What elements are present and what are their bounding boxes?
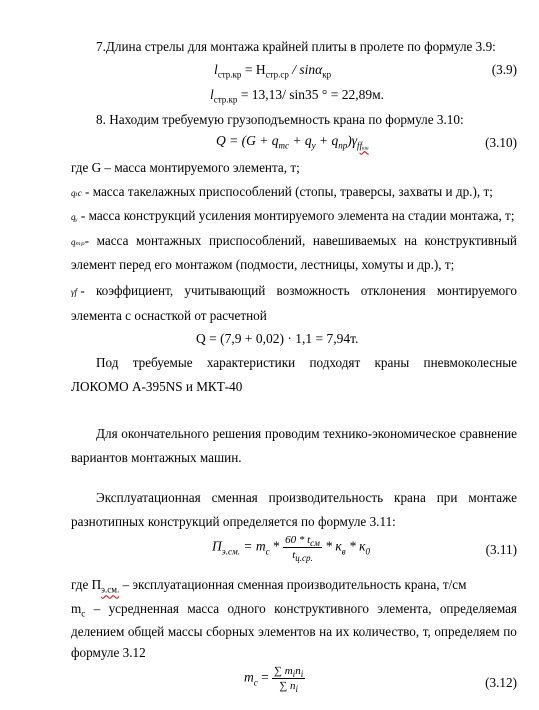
formula-number-3-10: (3.10) [485, 135, 517, 150]
definition-mc-cont: делением общей массы сборных элементов на их количество, т, определяем по [71, 624, 517, 639]
formula-number-3-9: (3.9) [491, 62, 517, 77]
formula-number-3-12: (3.12) [485, 675, 517, 690]
definition-qy: qᵧ - масса конструкций усиления монтируемого элемента на стадии монтажа, т; [71, 208, 515, 223]
paragraph-productivity-cont: разнотипных конструкций определяется по формуле 3.11: [71, 514, 396, 529]
definition-mc: $m_c$ – усредненная масса одного конструктивного элемента, определяемая [71, 601, 517, 619]
paragraph-final: Для окончательного решения проводим технико-экономическое сравнение [96, 426, 517, 441]
definition-pe: где $П_{э.см.}$ – эксплуатационная сменная производительность крана, т/см [71, 577, 467, 595]
formula-number-3-11: (3.11) [485, 542, 517, 557]
paragraph-productivity: Эксплуатационная сменная производительность крана при монтаже [96, 490, 517, 505]
definition-gamma-f: γf - коэффициент, учитывающий возможность отклонения монтируемого [71, 283, 517, 298]
definition-qpr: qₘₚ- масса монтажных приспособлений, навешиваемых на конструктивный [71, 233, 517, 248]
definition-qpr-cont: элемент перед его монтажом (подмости, лестницы, хомуты и др.), т; [71, 257, 455, 272]
formula-q-calc: Q = (7,9 + 0,02) · 1,1 = 7,94т. [196, 331, 359, 346]
definition-g: где G – масса монтируемого элемента, т; [71, 160, 300, 175]
formula-3-10: $Q = (G + q_{тс} + q_у + q_{пр})\gamma_{ffᵢᵤᵤ}$ [216, 133, 369, 151]
paragraph-final-cont: вариантов монтажных машин. [71, 450, 242, 465]
paragraph-cranes: Под требуемые характеристики подходят краны пневмоколесные [96, 355, 517, 370]
formula-3-9: $l_{стр.кр} = H_{стр.ср} / \sin\alpha_{кр}$ [214, 62, 332, 80]
definition-gamma-f-cont: элемента с оснасткой от расчетной [71, 308, 267, 323]
formula-3-9-calc: $l_{стр.кр} = 13,13/$ sin35 ° = 22,89м. [210, 87, 384, 105]
formula-3-11-fraction: $\frac{60 * t_{см}}{t_{ц.ср.}}$ [285, 534, 320, 564]
definition-mc-formula-ref: формуле 3.12 [71, 645, 146, 660]
formula-3-11: $П_{э.см.} = m_c$ * $\frac{60 * t_{см}}{t_{ц.ср.}}$ * $к_в * к_0$ [212, 534, 370, 564]
paragraph-cranes-cont: ЛОКОМО А-395NS и МКТ-40 [71, 379, 243, 394]
paragraph-lifting-capacity: 8. Находим требуемую грузоподъемность крана по формуле 3.10: [96, 112, 464, 127]
definition-qtc: qₜс - масса такелажных приспособлений (стопы, траверсы, захваты и др.), т; [71, 184, 493, 199]
paragraph-boom-length: 7.Длина стрелы для монтажа крайней плиты в пролете по формуле 3.9: [96, 39, 496, 54]
formula-3-12-fraction: $\frac{\sum m_in_i}{\sum n_i}$ [274, 665, 304, 695]
formula-3-12: $m_c$ = $\frac{\sum m_in_i}{\sum n_i}$ [244, 665, 304, 695]
